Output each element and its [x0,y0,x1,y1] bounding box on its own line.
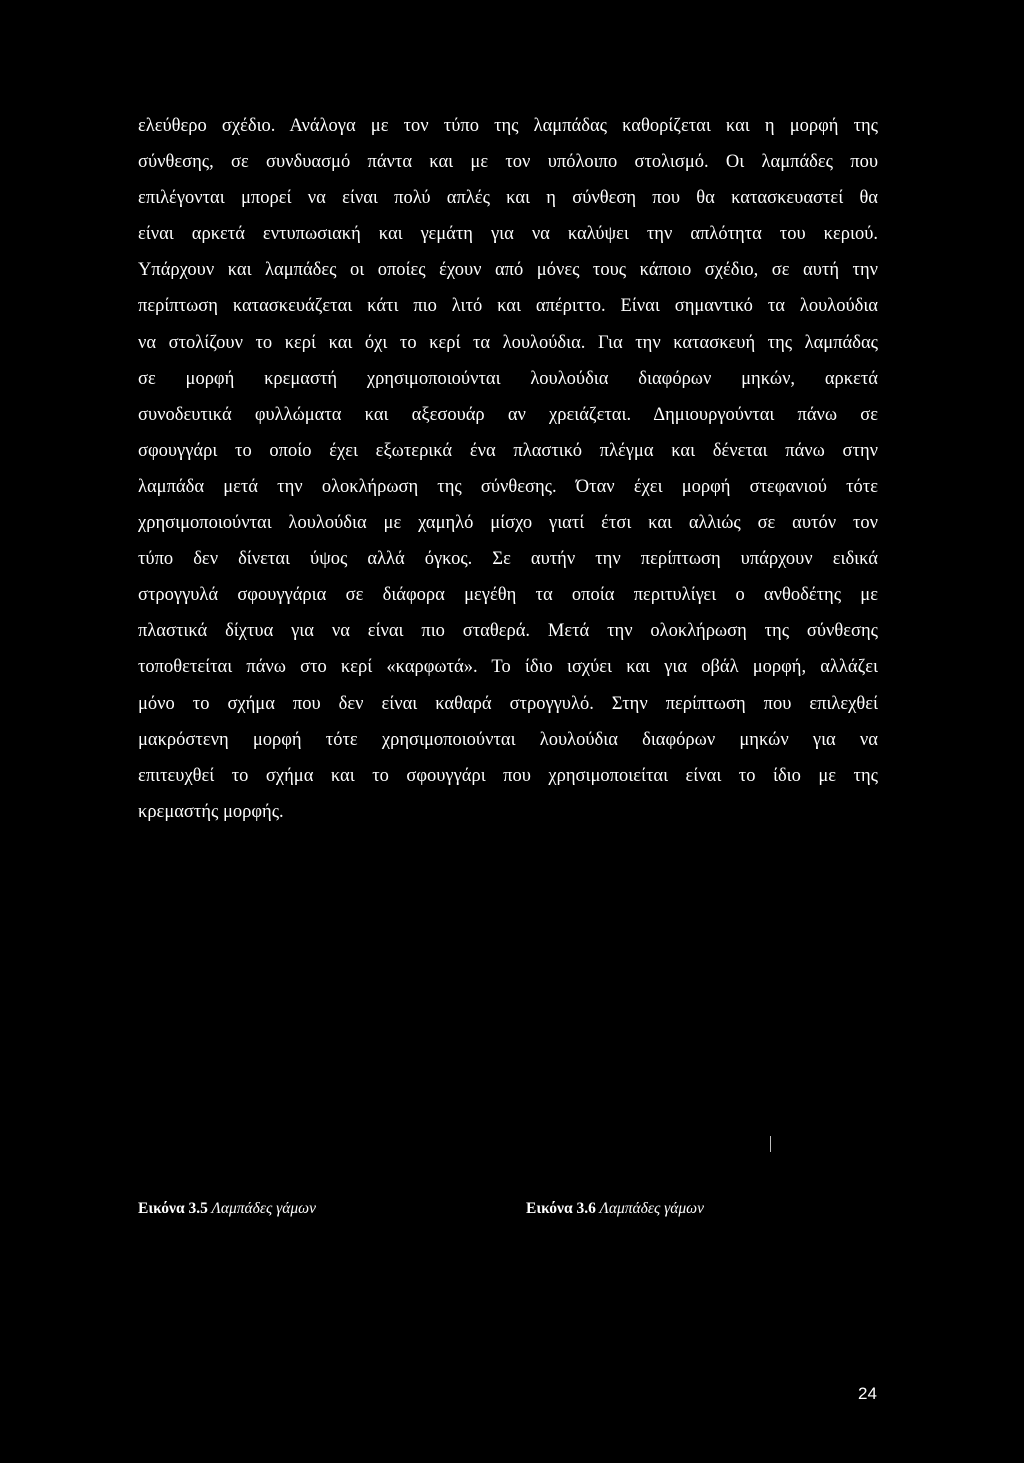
caption-text: Λαμπάδες γάμων [595,1200,704,1217]
text-line: στρογγυλά σφουγγάρια σε διάφορα μεγέθη τα οποία περιτυλίγει ο ανθοδέτης με [138,585,878,606]
text-line: περίπτωση κατασκευάζεται κάτι πιο λιτό και απέριττο. Είναι σημαντικό τα λουλούδια [138,296,878,317]
text-line: να στολίζουν το κερί και όχι το κερί τα λουλούδια. Για την κατασκευή της λαμπάδας [138,332,878,353]
text-line: είναι αρκετά εντυπωσιακή και γεμάτη για να καλύψει την απλότητα του κεριού. [138,224,878,245]
page-number: 24 [858,1384,877,1403]
text-line: πλαστικά δίχτυα για να είναι πιο σταθερά. Μετά την ολοκλήρωση της σύνθεσης [138,621,878,642]
text-line: κρεμαστής μορφής. [138,801,284,822]
body-paragraph [138,108,878,830]
text-line: μόνο το σχήμα που δεν είναι καθαρά στρογγυλό. Στην περίπτωση που επιλεχθεί [138,693,878,714]
text-line: λαμπάδα μετά την ολοκλήρωση της σύνθεσης. Όταν έχει μορφή στεφανιού τότε [138,476,878,497]
text-line: σε μορφή κρεμαστή χρησιμοποιούνται λουλούδια διαφόρων μηκών, αρκετά [138,368,878,389]
figure-caption-2 [526,1200,704,1218]
text-line: Υπάρχουν και λαμπάδες οι οποίες έχουν από μόνες τους κάποιο σχέδιο, σε αυτή την [138,260,878,281]
text-line: σφουγγάρι το οποίο έχει εξωτερικά ένα πλαστικό πλέγμα και δένεται πάνω στην [138,440,878,461]
text-line: επιλέγονται μπορεί να είναι πολύ απλές και η σύνθεση που θα κατασκευαστεί θα [138,188,878,209]
figure-caption-1 [138,1200,316,1218]
text-line: μακρόστενη μορφή τότε χρησιμοποιούνται λουλούδια διαφόρων μηκών για να [138,729,878,750]
caption-label: Εικόνα 3.5 [138,1200,208,1217]
text-line: τοποθετείται πάνω στο κερί «καρφωτά». Το ίδιο ισχύει και για οβάλ μορφή, αλλάζει [138,657,878,678]
caption-label: Εικόνα 3.6 [526,1200,596,1217]
text-line: τύπο δεν δίνεται ύψος αλλά όγκος. Σε αυτήν την περίπτωση υπάρχουν ειδικά [138,549,878,570]
text-line: ελεύθερο σχέδιο. Ανάλογα με τον τύπο της λαμπάδας καθορίζεται και η μορφή της [138,116,878,136]
text-line: χρησιμοποιούνται λουλούδια με χαμηλό μίσχο γιατί έτσι και αλλιώς σε αυτόν τον [138,513,878,534]
text-line: συνοδευτικά φυλλώματα και αξεσουάρ αν χρειάζεται. Δημιουργούνται πάνω σε [138,404,878,425]
text-line: επιτευχθεί το σχήμα και το σφουγγάρι που χρησιμοποιείται είναι το ίδιο με της [138,765,878,786]
text-line: σύνθεσης, σε συνδυασμό πάντα και με τον υπόλοιπο στολισμό. Οι λαμπάδες που [138,152,878,173]
caption-text: Λαμπάδες γάμων [207,1200,316,1217]
scan-speck [770,1136,771,1152]
